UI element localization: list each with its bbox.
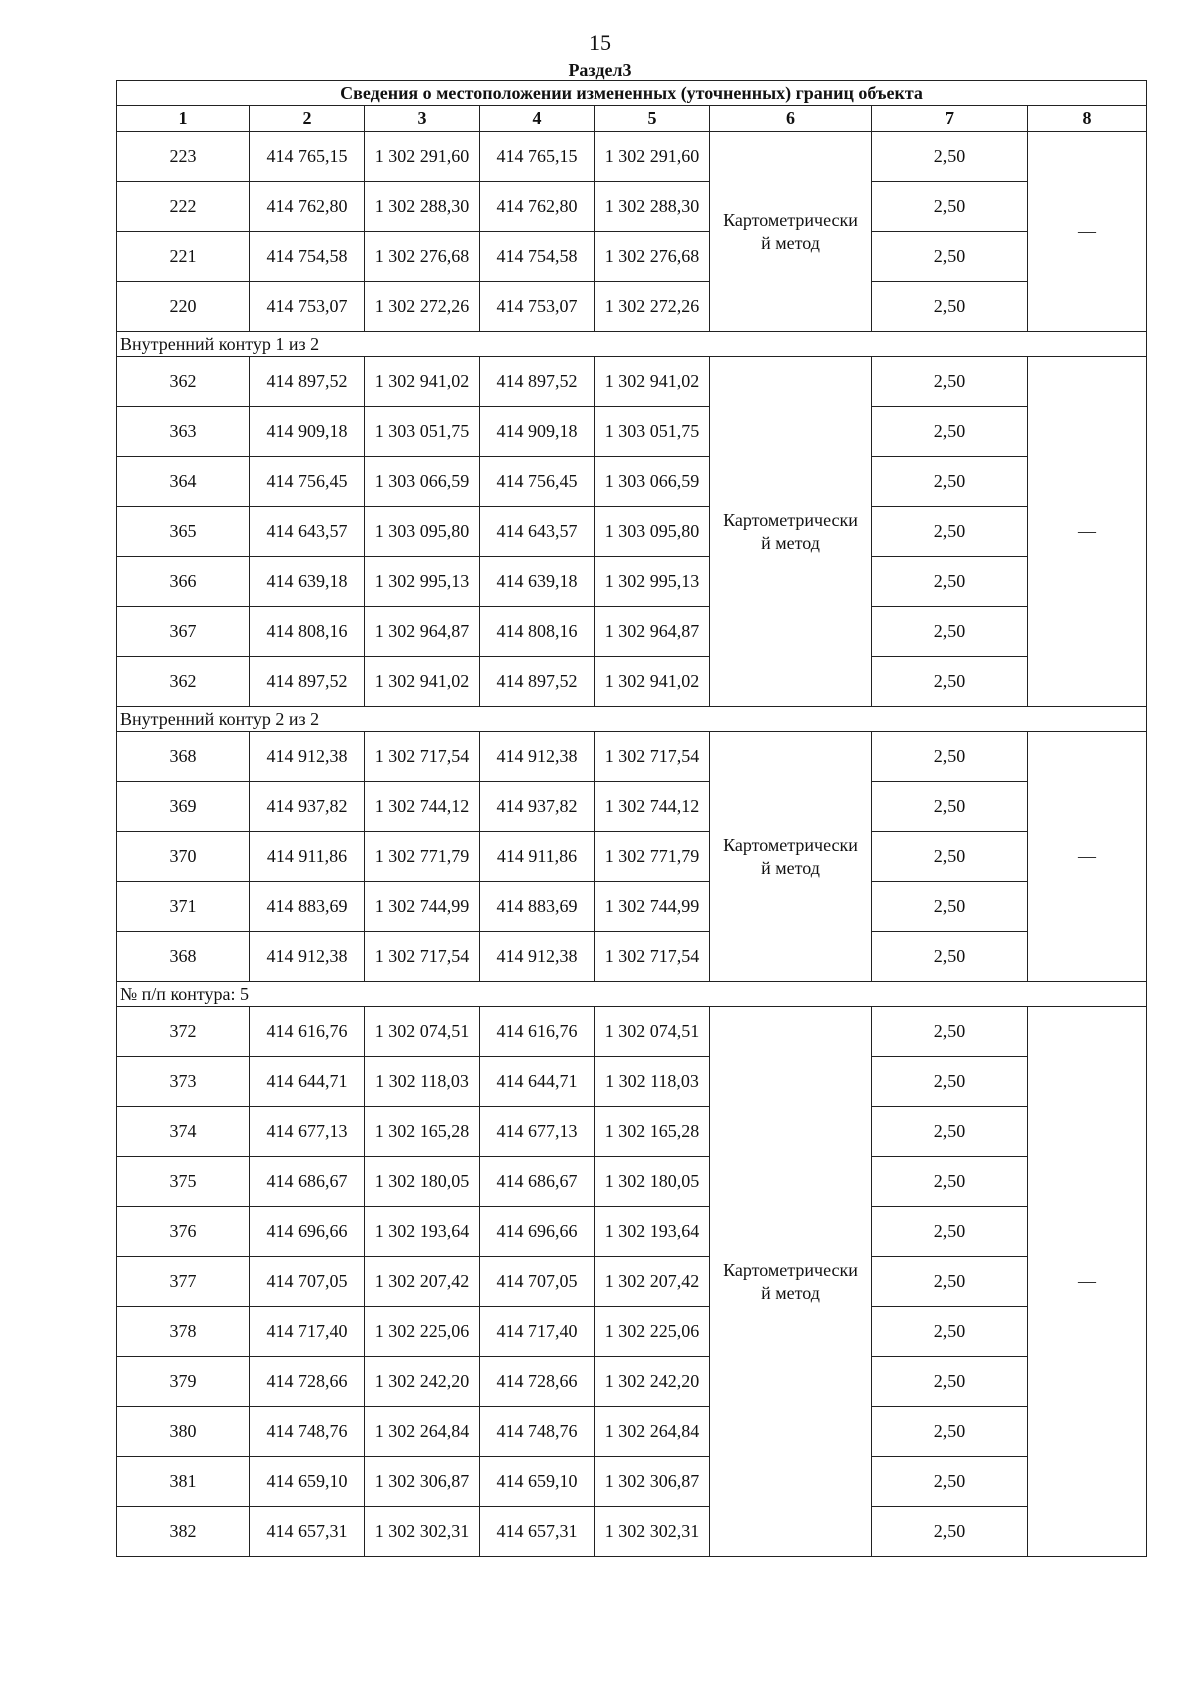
table-row bbox=[117, 1107, 1147, 1157]
y-existing-cell: 1 302 242,20 bbox=[365, 1357, 480, 1407]
table-row bbox=[117, 932, 1147, 982]
y-refined-cell: 1 302 744,99 bbox=[595, 882, 710, 932]
accuracy-cell: 2,50 bbox=[872, 732, 1028, 782]
accuracy-cell: 2,50 bbox=[872, 832, 1028, 882]
accuracy-cell: 2,50 bbox=[872, 132, 1028, 182]
y-existing-cell: 1 302 964,87 bbox=[365, 607, 480, 657]
y-refined-cell: 1 302 264,84 bbox=[595, 1407, 710, 1457]
x-refined-cell: 414 753,07 bbox=[480, 282, 595, 332]
accuracy-cell: 2,50 bbox=[872, 607, 1028, 657]
method-line: Картометрически bbox=[723, 209, 858, 230]
y-existing-cell: 1 303 066,59 bbox=[365, 457, 480, 507]
y-refined-cell: 1 302 964,87 bbox=[595, 607, 710, 657]
accuracy-cell: 2,50 bbox=[872, 1357, 1028, 1407]
y-refined-cell: 1 302 941,02 bbox=[595, 657, 710, 707]
x-existing-cell: 414 659,10 bbox=[250, 1457, 365, 1507]
x-existing-cell: 414 754,58 bbox=[250, 232, 365, 282]
point-number-cell: 372 bbox=[117, 1007, 250, 1057]
col8-dash-cell: — bbox=[1028, 1007, 1147, 1557]
accuracy-cell: 2,50 bbox=[872, 182, 1028, 232]
col8-dash-cell: — bbox=[1028, 357, 1147, 707]
x-refined-cell: 414 754,58 bbox=[480, 232, 595, 282]
x-refined-cell: 414 707,05 bbox=[480, 1257, 595, 1307]
accuracy-cell: 2,50 bbox=[872, 1157, 1028, 1207]
y-refined-cell: 1 302 995,13 bbox=[595, 557, 710, 607]
column-header-8: 8 bbox=[1028, 106, 1147, 132]
point-number-cell: 367 bbox=[117, 607, 250, 657]
y-existing-cell: 1 302 717,54 bbox=[365, 932, 480, 982]
y-existing-cell: 1 302 744,99 bbox=[365, 882, 480, 932]
method-line: Картометрически bbox=[723, 509, 858, 530]
table-caption-row bbox=[117, 81, 1147, 106]
point-number-cell: 222 bbox=[117, 182, 250, 232]
y-refined-cell: 1 303 095,80 bbox=[595, 507, 710, 557]
page-number: 15 bbox=[589, 30, 611, 55]
point-number-cell: 220 bbox=[117, 282, 250, 332]
method-cell bbox=[710, 1007, 872, 1557]
table-row bbox=[117, 1307, 1147, 1357]
x-existing-cell: 414 696,66 bbox=[250, 1207, 365, 1257]
x-existing-cell: 414 912,38 bbox=[250, 732, 365, 782]
point-number-cell: 371 bbox=[117, 882, 250, 932]
method-cell bbox=[710, 357, 872, 707]
contour-separator-row bbox=[117, 982, 1147, 1007]
x-refined-cell: 414 756,45 bbox=[480, 457, 595, 507]
point-number-cell: 362 bbox=[117, 357, 250, 407]
point-number-cell: 378 bbox=[117, 1307, 250, 1357]
point-number-cell: 223 bbox=[117, 132, 250, 182]
point-number-cell: 376 bbox=[117, 1207, 250, 1257]
x-refined-cell: 414 644,71 bbox=[480, 1057, 595, 1107]
x-refined-cell: 414 717,40 bbox=[480, 1307, 595, 1357]
y-refined-cell: 1 302 118,03 bbox=[595, 1057, 710, 1107]
y-refined-cell: 1 302 717,54 bbox=[595, 732, 710, 782]
y-existing-cell: 1 302 771,79 bbox=[365, 832, 480, 882]
table-row bbox=[117, 357, 1147, 407]
method-line: й метод bbox=[761, 532, 820, 553]
col8-dash-cell: — bbox=[1028, 132, 1147, 332]
table-row bbox=[117, 232, 1147, 282]
x-existing-cell: 414 762,80 bbox=[250, 182, 365, 232]
accuracy-cell: 2,50 bbox=[872, 1457, 1028, 1507]
accuracy-cell: 2,50 bbox=[872, 357, 1028, 407]
x-existing-cell: 414 883,69 bbox=[250, 882, 365, 932]
column-header-6: 6 bbox=[710, 106, 872, 132]
y-refined-cell: 1 302 288,30 bbox=[595, 182, 710, 232]
y-existing-cell: 1 302 118,03 bbox=[365, 1057, 480, 1107]
column-header-3: 3 bbox=[365, 106, 480, 132]
point-number-cell: 364 bbox=[117, 457, 250, 507]
col8-dash-cell: — bbox=[1028, 732, 1147, 982]
table-row bbox=[117, 657, 1147, 707]
x-refined-cell: 414 659,10 bbox=[480, 1457, 595, 1507]
y-existing-cell: 1 302 717,54 bbox=[365, 732, 480, 782]
x-refined-cell: 414 912,38 bbox=[480, 732, 595, 782]
method-cell bbox=[710, 732, 872, 982]
x-refined-cell: 414 728,66 bbox=[480, 1357, 595, 1407]
contour-label: Внутренний контур 2 из 2 bbox=[117, 707, 1147, 732]
accuracy-cell: 2,50 bbox=[872, 882, 1028, 932]
x-existing-cell: 414 909,18 bbox=[250, 407, 365, 457]
x-existing-cell: 414 937,82 bbox=[250, 782, 365, 832]
y-existing-cell: 1 302 074,51 bbox=[365, 1007, 480, 1057]
x-refined-cell: 414 897,52 bbox=[480, 357, 595, 407]
accuracy-cell: 2,50 bbox=[872, 1257, 1028, 1307]
y-existing-cell: 1 302 941,02 bbox=[365, 657, 480, 707]
accuracy-cell: 2,50 bbox=[872, 1307, 1028, 1357]
x-refined-cell: 414 657,31 bbox=[480, 1507, 595, 1557]
accuracy-cell: 2,50 bbox=[872, 557, 1028, 607]
x-existing-cell: 414 808,16 bbox=[250, 607, 365, 657]
table-row bbox=[117, 1157, 1147, 1207]
y-refined-cell: 1 302 717,54 bbox=[595, 932, 710, 982]
x-existing-cell: 414 911,86 bbox=[250, 832, 365, 882]
y-existing-cell: 1 302 264,84 bbox=[365, 1407, 480, 1457]
column-header-2: 2 bbox=[250, 106, 365, 132]
method-line: й метод bbox=[761, 1282, 820, 1303]
accuracy-cell: 2,50 bbox=[872, 1107, 1028, 1157]
point-number-cell: 379 bbox=[117, 1357, 250, 1407]
y-refined-cell: 1 302 165,28 bbox=[595, 1107, 710, 1157]
y-existing-cell: 1 302 225,06 bbox=[365, 1307, 480, 1357]
accuracy-cell: 2,50 bbox=[872, 932, 1028, 982]
y-existing-cell: 1 302 272,26 bbox=[365, 282, 480, 332]
y-refined-cell: 1 302 272,26 bbox=[595, 282, 710, 332]
x-existing-cell: 414 657,31 bbox=[250, 1507, 365, 1557]
y-refined-cell: 1 302 074,51 bbox=[595, 1007, 710, 1057]
x-existing-cell: 414 686,67 bbox=[250, 1157, 365, 1207]
point-number-cell: 377 bbox=[117, 1257, 250, 1307]
x-existing-cell: 414 753,07 bbox=[250, 282, 365, 332]
y-existing-cell: 1 302 207,42 bbox=[365, 1257, 480, 1307]
y-existing-cell: 1 302 180,05 bbox=[365, 1157, 480, 1207]
y-existing-cell: 1 302 276,68 bbox=[365, 232, 480, 282]
x-existing-cell: 414 644,71 bbox=[250, 1057, 365, 1107]
y-refined-cell: 1 302 941,02 bbox=[595, 357, 710, 407]
y-existing-cell: 1 303 051,75 bbox=[365, 407, 480, 457]
point-number-cell: 382 bbox=[117, 1507, 250, 1557]
y-existing-cell: 1 302 288,30 bbox=[365, 182, 480, 232]
accuracy-cell: 2,50 bbox=[872, 1007, 1028, 1057]
x-refined-cell: 414 643,57 bbox=[480, 507, 595, 557]
y-existing-cell: 1 302 306,87 bbox=[365, 1457, 480, 1507]
y-refined-cell: 1 302 193,64 bbox=[595, 1207, 710, 1257]
method-line: Картометрически bbox=[723, 1259, 858, 1280]
table-row bbox=[117, 1057, 1147, 1107]
table-row bbox=[117, 457, 1147, 507]
column-header-7: 7 bbox=[872, 106, 1028, 132]
table-row bbox=[117, 132, 1147, 182]
y-existing-cell: 1 302 941,02 bbox=[365, 357, 480, 407]
point-number-cell: 368 bbox=[117, 932, 250, 982]
y-refined-cell: 1 302 207,42 bbox=[595, 1257, 710, 1307]
y-refined-cell: 1 303 051,75 bbox=[595, 407, 710, 457]
table-caption: Сведения о местоположении измененных (уточненных) границ объекта bbox=[117, 81, 1147, 106]
accuracy-cell: 2,50 bbox=[872, 1207, 1028, 1257]
table-row bbox=[117, 782, 1147, 832]
table-row bbox=[117, 1207, 1147, 1257]
accuracy-cell: 2,50 bbox=[872, 507, 1028, 557]
point-number-cell: 374 bbox=[117, 1107, 250, 1157]
point-number-cell: 365 bbox=[117, 507, 250, 557]
y-refined-cell: 1 302 180,05 bbox=[595, 1157, 710, 1207]
table-row bbox=[117, 407, 1147, 457]
x-refined-cell: 414 748,76 bbox=[480, 1407, 595, 1457]
x-existing-cell: 414 639,18 bbox=[250, 557, 365, 607]
table-row bbox=[117, 1407, 1147, 1457]
x-refined-cell: 414 937,82 bbox=[480, 782, 595, 832]
accuracy-cell: 2,50 bbox=[872, 407, 1028, 457]
x-existing-cell: 414 748,76 bbox=[250, 1407, 365, 1457]
section-title: Раздел3 bbox=[568, 60, 632, 80]
contour-label: Внутренний контур 1 из 2 bbox=[117, 332, 1147, 357]
y-refined-cell: 1 302 771,79 bbox=[595, 832, 710, 882]
coordinates-table bbox=[116, 80, 1147, 1557]
x-refined-cell: 414 639,18 bbox=[480, 557, 595, 607]
x-existing-cell: 414 707,05 bbox=[250, 1257, 365, 1307]
y-refined-cell: 1 302 306,87 bbox=[595, 1457, 710, 1507]
contour-separator-row bbox=[117, 707, 1147, 732]
column-header-4: 4 bbox=[480, 106, 595, 132]
x-existing-cell: 414 897,52 bbox=[250, 357, 365, 407]
y-refined-cell: 1 302 744,12 bbox=[595, 782, 710, 832]
table-body bbox=[117, 81, 1147, 1557]
x-refined-cell: 414 696,66 bbox=[480, 1207, 595, 1257]
point-number-cell: 370 bbox=[117, 832, 250, 882]
table-row bbox=[117, 607, 1147, 657]
point-number-cell: 381 bbox=[117, 1457, 250, 1507]
y-refined-cell: 1 302 242,20 bbox=[595, 1357, 710, 1407]
x-refined-cell: 414 912,38 bbox=[480, 932, 595, 982]
accuracy-cell: 2,50 bbox=[872, 1057, 1028, 1107]
accuracy-cell: 2,50 bbox=[872, 782, 1028, 832]
table-row bbox=[117, 1007, 1147, 1057]
table-row bbox=[117, 182, 1147, 232]
point-number-cell: 362 bbox=[117, 657, 250, 707]
y-refined-cell: 1 302 276,68 bbox=[595, 232, 710, 282]
y-refined-cell: 1 303 066,59 bbox=[595, 457, 710, 507]
table-row bbox=[117, 1457, 1147, 1507]
table-row bbox=[117, 557, 1147, 607]
x-existing-cell: 414 643,57 bbox=[250, 507, 365, 557]
point-number-cell: 369 bbox=[117, 782, 250, 832]
x-existing-cell: 414 756,45 bbox=[250, 457, 365, 507]
y-existing-cell: 1 302 165,28 bbox=[365, 1107, 480, 1157]
y-existing-cell: 1 302 744,12 bbox=[365, 782, 480, 832]
x-refined-cell: 414 762,80 bbox=[480, 182, 595, 232]
x-refined-cell: 414 883,69 bbox=[480, 882, 595, 932]
table-row bbox=[117, 882, 1147, 932]
y-existing-cell: 1 302 291,60 bbox=[365, 132, 480, 182]
x-refined-cell: 414 765,15 bbox=[480, 132, 595, 182]
accuracy-cell: 2,50 bbox=[872, 657, 1028, 707]
table-row bbox=[117, 1257, 1147, 1307]
accuracy-cell: 2,50 bbox=[872, 1507, 1028, 1557]
method-line: Картометрически bbox=[723, 834, 858, 855]
x-refined-cell: 414 686,67 bbox=[480, 1157, 595, 1207]
x-refined-cell: 414 911,86 bbox=[480, 832, 595, 882]
x-existing-cell: 414 897,52 bbox=[250, 657, 365, 707]
column-header-row bbox=[117, 106, 1147, 132]
table-row bbox=[117, 732, 1147, 782]
x-refined-cell: 414 677,13 bbox=[480, 1107, 595, 1157]
table-row bbox=[117, 507, 1147, 557]
y-refined-cell: 1 302 225,06 bbox=[595, 1307, 710, 1357]
y-refined-cell: 1 302 291,60 bbox=[595, 132, 710, 182]
accuracy-cell: 2,50 bbox=[872, 457, 1028, 507]
x-existing-cell: 414 616,76 bbox=[250, 1007, 365, 1057]
contour-separator-row bbox=[117, 332, 1147, 357]
method-cell bbox=[710, 132, 872, 332]
x-refined-cell: 414 616,76 bbox=[480, 1007, 595, 1057]
x-refined-cell: 414 808,16 bbox=[480, 607, 595, 657]
x-existing-cell: 414 765,15 bbox=[250, 132, 365, 182]
x-existing-cell: 414 728,66 bbox=[250, 1357, 365, 1407]
method-line: й метод bbox=[761, 857, 820, 878]
method-line: й метод bbox=[761, 232, 820, 253]
y-existing-cell: 1 302 995,13 bbox=[365, 557, 480, 607]
accuracy-cell: 2,50 bbox=[872, 1407, 1028, 1457]
point-number-cell: 368 bbox=[117, 732, 250, 782]
point-number-cell: 373 bbox=[117, 1057, 250, 1107]
point-number-cell: 221 bbox=[117, 232, 250, 282]
y-existing-cell: 1 303 095,80 bbox=[365, 507, 480, 557]
point-number-cell: 380 bbox=[117, 1407, 250, 1457]
column-header-5: 5 bbox=[595, 106, 710, 132]
x-existing-cell: 414 912,38 bbox=[250, 932, 365, 982]
x-refined-cell: 414 897,52 bbox=[480, 657, 595, 707]
table-row bbox=[117, 1507, 1147, 1557]
accuracy-cell: 2,50 bbox=[872, 282, 1028, 332]
x-existing-cell: 414 717,40 bbox=[250, 1307, 365, 1357]
point-number-cell: 366 bbox=[117, 557, 250, 607]
y-existing-cell: 1 302 193,64 bbox=[365, 1207, 480, 1257]
table-row bbox=[117, 282, 1147, 332]
column-header-1: 1 bbox=[117, 106, 250, 132]
y-existing-cell: 1 302 302,31 bbox=[365, 1507, 480, 1557]
table-row bbox=[117, 832, 1147, 882]
table-row bbox=[117, 1357, 1147, 1407]
y-refined-cell: 1 302 302,31 bbox=[595, 1507, 710, 1557]
accuracy-cell: 2,50 bbox=[872, 232, 1028, 282]
x-refined-cell: 414 909,18 bbox=[480, 407, 595, 457]
x-existing-cell: 414 677,13 bbox=[250, 1107, 365, 1157]
point-number-cell: 375 bbox=[117, 1157, 250, 1207]
contour-label: № п/п контура: 5 bbox=[117, 982, 1147, 1007]
point-number-cell: 363 bbox=[117, 407, 250, 457]
